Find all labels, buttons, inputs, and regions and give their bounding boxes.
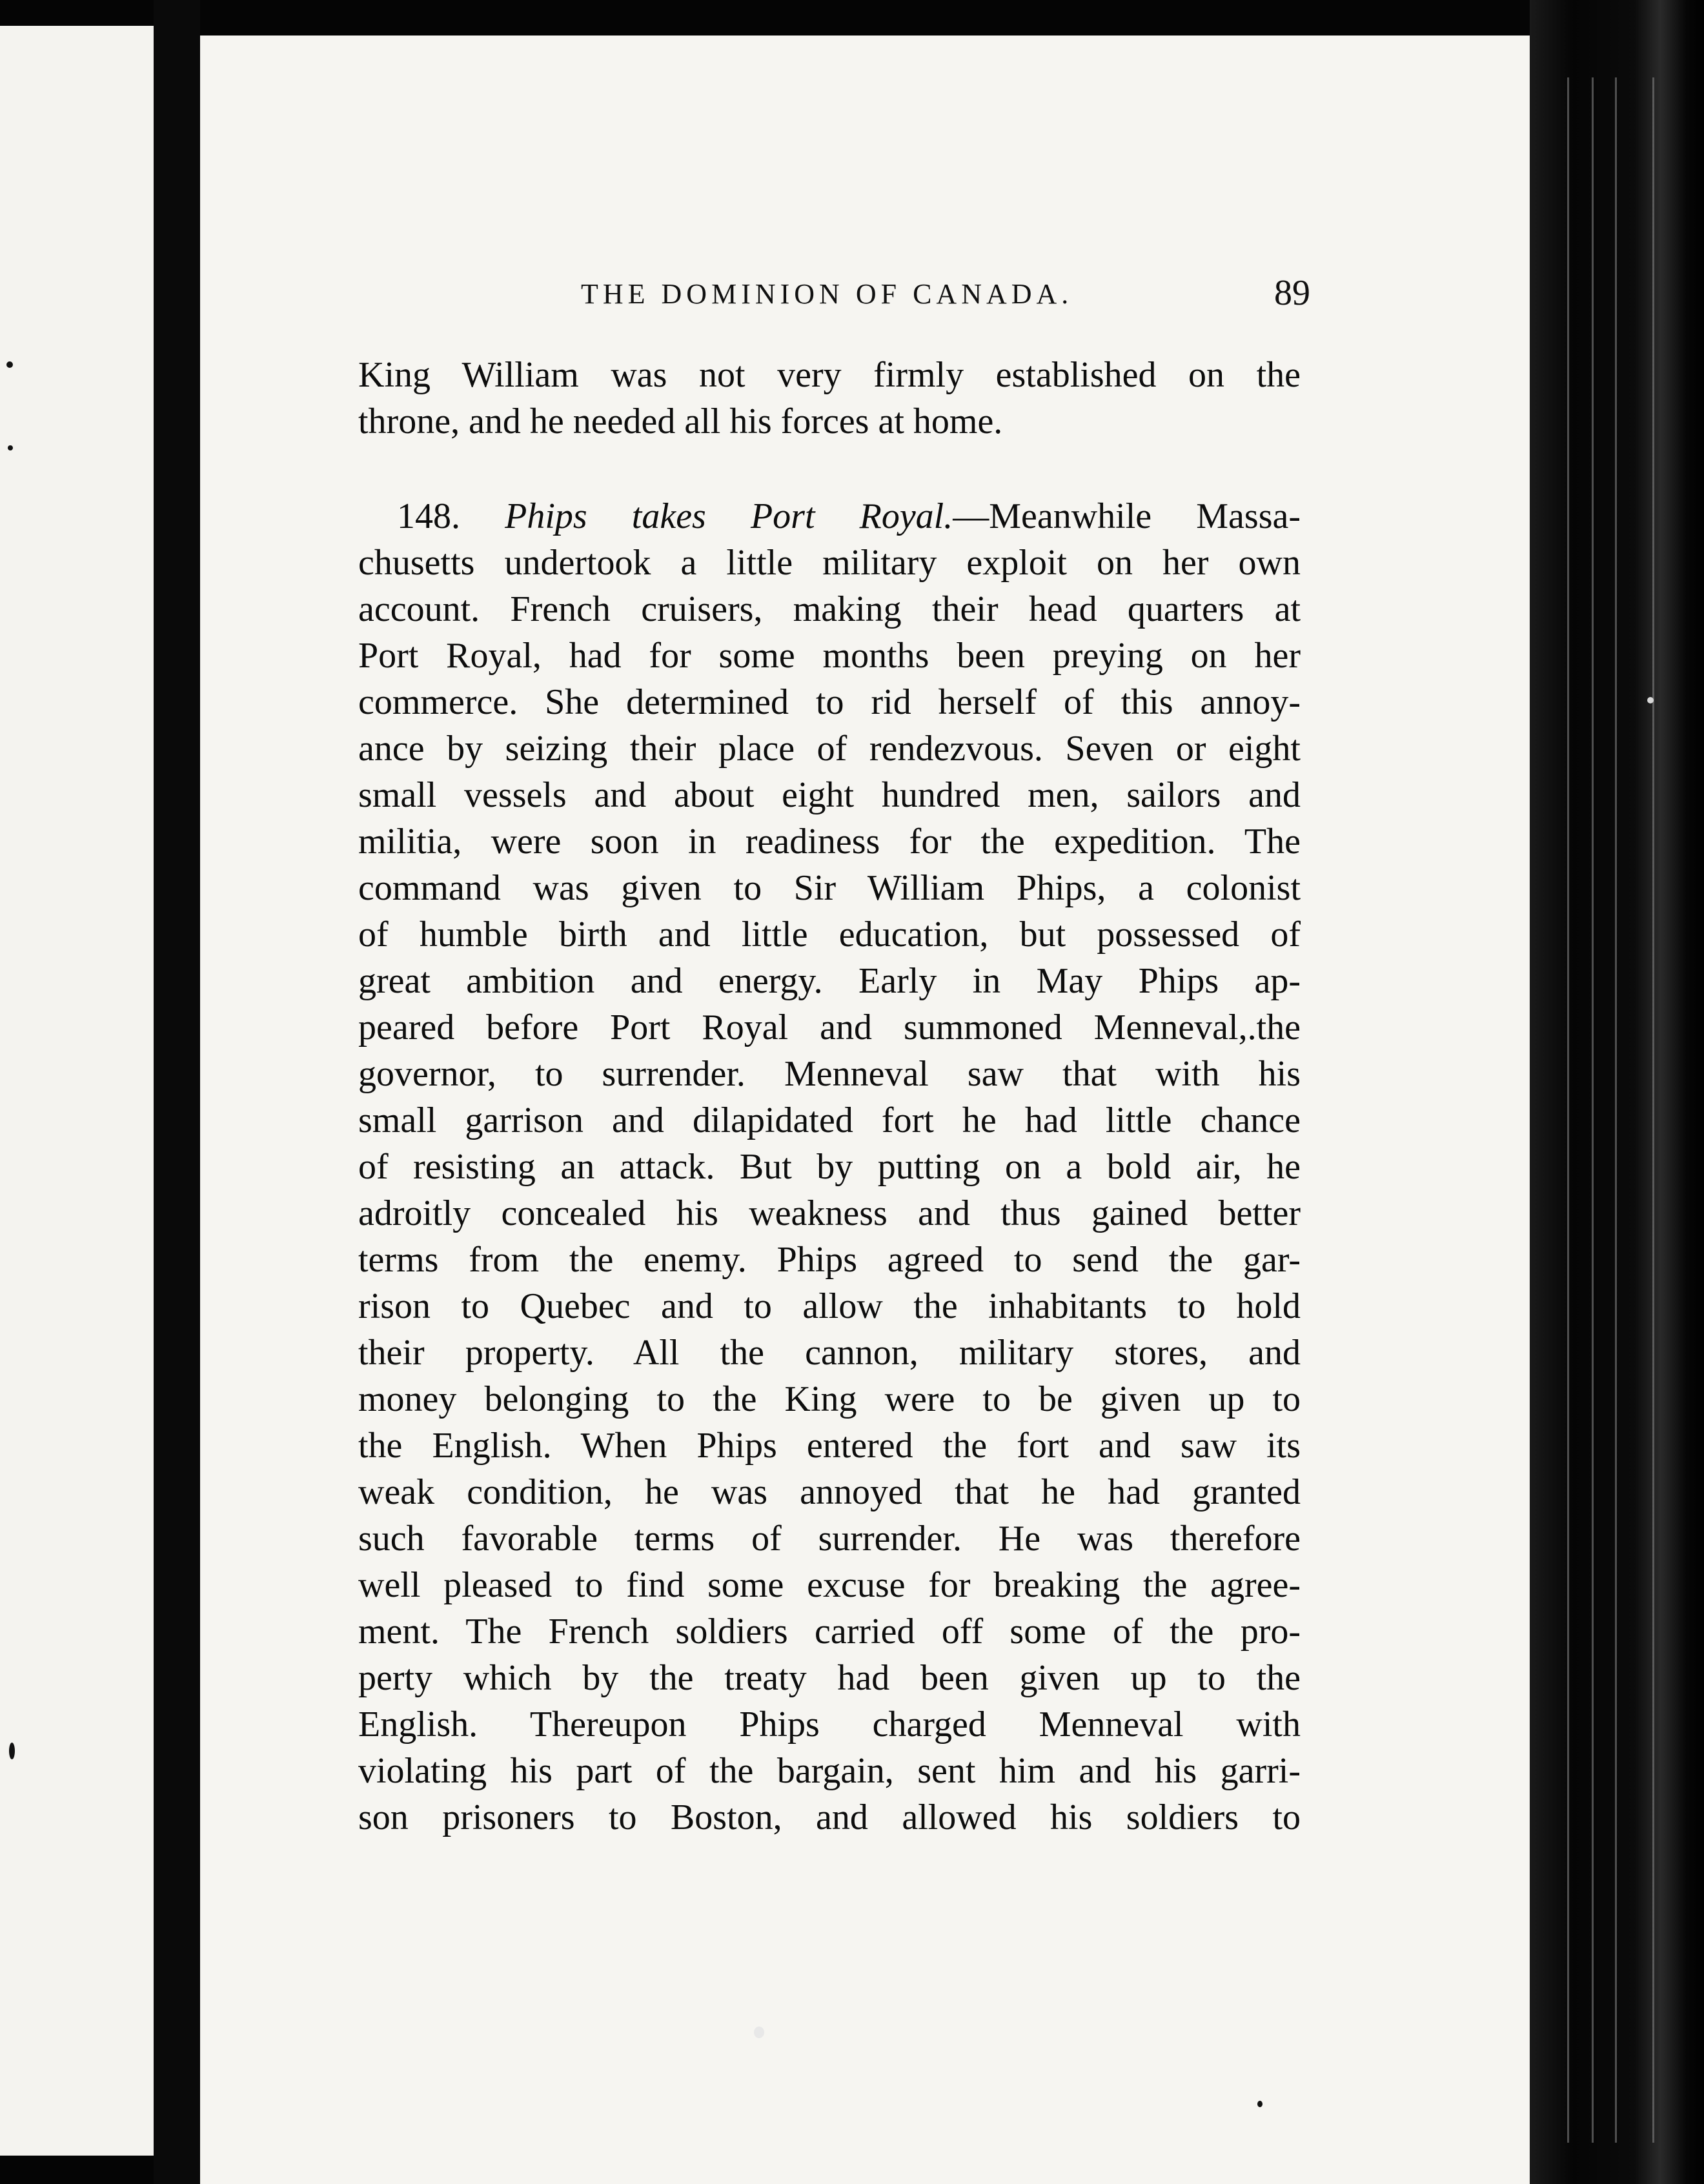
body-text [358, 352, 1301, 1841]
page-edge-line [1592, 77, 1594, 2143]
page-edge-line [1567, 77, 1569, 2143]
text-line: small garrison and dilapidated fort he had little chance [358, 1100, 1301, 1140]
text-line: ance by seizing their place of rendezvous. Seven or eight [358, 729, 1301, 769]
scan-speck [1257, 2101, 1263, 2107]
text-line: their property. All the cannon, military stores, and [358, 1333, 1301, 1373]
text-line: the English. When Phips entered the fort and saw its [358, 1426, 1301, 1466]
paragraph-gap [358, 445, 1301, 493]
book-gutter [154, 0, 200, 2184]
scan-speck [9, 1743, 15, 1759]
text-line: account. French cruisers, making their head quarters at [358, 589, 1301, 629]
text-line: perty which by the treaty had been given up to the [358, 1658, 1301, 1698]
text-line: ment. The French soldiers carried off some of the pro- [358, 1612, 1301, 1652]
running-head: THE DOMINION OF CANADA. [581, 278, 1073, 310]
scan-speck [8, 445, 13, 450]
scan-speck [6, 361, 13, 368]
text-line: peared before Port Royal and summoned Menneval,.the [358, 1007, 1301, 1047]
scan-speck [1647, 697, 1654, 703]
text-line: throne, and he needed all his forces at home. [358, 401, 1003, 441]
text-line: of resisting an attack. But by putting on a bold air, he [358, 1147, 1301, 1187]
page-number: 89 [1274, 273, 1310, 313]
text-line: command was given to Sir William Phips, a colonist [358, 868, 1301, 908]
section-title: Phips takes Port Royal. [505, 496, 953, 536]
text-line: terms from the enemy. Phips agreed to send the gar- [358, 1240, 1301, 1280]
section-number: 148. [397, 496, 460, 536]
text-line: weak condition, he was annoyed that he had granted [358, 1472, 1301, 1512]
text-line: such favorable terms of surrender. He was therefore [358, 1519, 1301, 1559]
page-edge-line [1652, 77, 1654, 2143]
text-line: of humble birth and little education, but possessed of [358, 915, 1301, 955]
text-line: money belonging to the King were to be given up to [358, 1379, 1301, 1419]
text-line: governor, to surrender. Menneval saw that with his [358, 1054, 1301, 1094]
page-edge-line [1615, 77, 1617, 2143]
text-line: son prisoners to Boston, and allowed his soldiers to [358, 1797, 1301, 1837]
text-line: King William was not very firmly established on the [358, 355, 1301, 395]
text-line: chusetts undertook a little military exploit on her own [358, 543, 1301, 583]
text-line: militia, were soon in readiness for the expedition. The [358, 822, 1301, 862]
text-line: violating his part of the bargain, sent him and his garri- [358, 1751, 1301, 1791]
text-line: great ambition and energy. Early in May Phips ap- [358, 961, 1301, 1001]
text-line: well pleased to find some excuse for breaking the agree- [358, 1565, 1301, 1605]
text-line: small vessels and about eight hundred men, sailors and [358, 775, 1301, 815]
section-heading-line [358, 493, 1301, 540]
text-line: Port Royal, had for some months been preying on her [358, 636, 1301, 676]
section-first-line-rest: —Meanwhile Massa- [953, 496, 1301, 536]
text-line: adroitly concealed his weakness and thus gained better [358, 1193, 1301, 1233]
scan-speck [754, 2027, 764, 2038]
text-line: commerce. She determined to rid herself of this annoy- [358, 682, 1301, 722]
text-line: rison to Quebec and to allow the inhabitants to hold [358, 1286, 1301, 1326]
text-line: English. Thereupon Phips charged Menneval with [358, 1704, 1301, 1744]
left-page-edge [0, 26, 154, 2156]
right-page-edges [1530, 0, 1704, 2184]
